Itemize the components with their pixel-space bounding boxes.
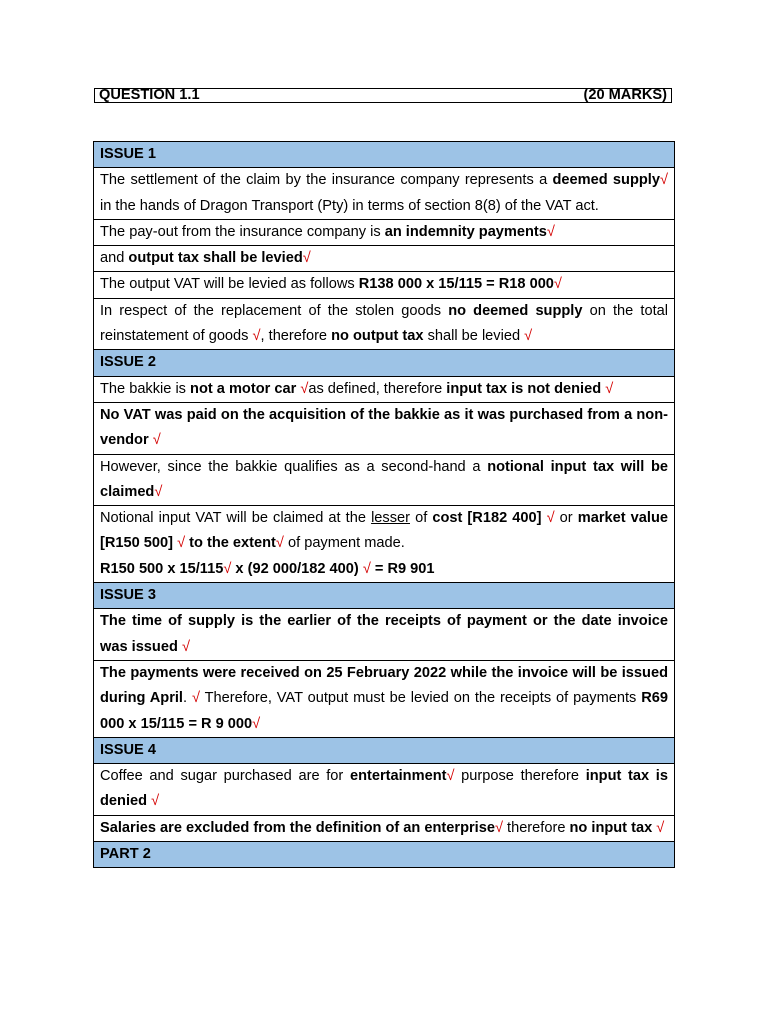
memo-row (94, 454, 675, 506)
memo-text: Therefore, VAT output must be levied on the receipts of payments (199, 690, 642, 707)
memo-row (94, 815, 675, 841)
tick-mark: √ (177, 535, 186, 552)
memo-text: Coffee and sugar purchased are for (100, 768, 350, 785)
memo-cell (94, 272, 675, 298)
tick-mark: √ (152, 432, 161, 449)
issue-row (94, 842, 675, 868)
tick-mark: √ (553, 276, 562, 293)
memo-row (94, 376, 675, 402)
tick-mark: √ (446, 768, 455, 785)
memo-cell (94, 168, 675, 220)
memo-calculation: x (92 000/182 400) (231, 560, 363, 577)
memo-text: In respect of the replacement of the stolen goods (100, 302, 449, 319)
memo-cell (94, 609, 675, 661)
memo-text: on the total reinstatement of goods (100, 302, 668, 345)
memo-key-term: entertainment (349, 768, 447, 785)
issue-row (94, 583, 675, 609)
issue-heading: ISSUE 1 (94, 142, 675, 168)
issue-heading: ISSUE 3 (94, 583, 675, 609)
tick-mark: √ (659, 172, 668, 189)
tick-mark: √ (252, 328, 261, 345)
tick-mark: √ (656, 819, 665, 836)
memo-text: However, since the bakkie qualifies as a second-hand a (100, 458, 488, 475)
memo-key-term: R138 000 x 15/115 = R18 000 (358, 276, 554, 293)
memo-key-term: deemed supply (552, 172, 660, 189)
memo-key-term: an indemnity payments (384, 223, 547, 240)
memo-key-term: no output tax (331, 328, 424, 345)
tick-mark: √ (300, 380, 309, 397)
memo-key-term: no deemed supply (448, 302, 583, 319)
question-header (94, 88, 672, 103)
question-title: QUESTION 1.1 (99, 87, 200, 103)
memo-key-term: notional input tax will be claimed (100, 458, 668, 500)
memo-key-term: not a motor car (190, 380, 301, 397)
tick-mark: √ (362, 560, 371, 577)
issue-heading: ISSUE 4 (94, 737, 675, 763)
tick-mark: √ (151, 793, 160, 810)
memo-row (94, 298, 675, 350)
memo-text: therefore (502, 819, 570, 836)
memo-text: and (100, 250, 129, 267)
memo-cell (94, 402, 675, 454)
tick-mark: √ (181, 638, 190, 655)
question-marks: (20 MARKS) (583, 87, 667, 103)
memo-cell (94, 246, 675, 272)
issue-row (94, 142, 675, 168)
memo-calculation: R150 500 x 15/115 (100, 560, 224, 577)
memo-text: The output VAT will be levied as follows (100, 276, 359, 293)
tick-mark: √ (154, 483, 163, 500)
memo-row (94, 764, 675, 816)
memo-row (94, 272, 675, 298)
memo-text: of (410, 510, 433, 527)
memo-calculation: = R9 901 (370, 560, 435, 577)
memo-row (94, 168, 675, 220)
memo-text: The settlement of the claim by the insurance company represents a (100, 172, 553, 189)
memo-key-term: The payments were received on 25 February 2022 while the invoice will be issued during April (100, 664, 668, 707)
memo-row (94, 660, 675, 737)
memo-cell (94, 506, 675, 583)
issue-row (94, 737, 675, 763)
memo-key-term: output tax shall be levied (128, 250, 303, 267)
memo-text: The pay-out from the insurance company is (100, 223, 385, 240)
tick-mark: √ (223, 560, 232, 577)
memo-text: Notional input VAT will be claimed at the (100, 510, 372, 527)
tick-mark: √ (605, 380, 614, 397)
tick-mark: √ (524, 328, 533, 345)
issue-heading: ISSUE 2 (94, 350, 675, 376)
memo-key-term: Salaries are excluded from the definition of an enterprise (100, 819, 495, 836)
memo-row (94, 609, 675, 661)
tick-mark: √ (546, 510, 555, 527)
tick-mark: √ (252, 715, 261, 732)
tick-mark: √ (302, 250, 311, 267)
memo-key-term: market value [R150 500] (100, 510, 668, 552)
memo-key-term: No VAT was paid on the acquisition of the bakkie as it was purchased from a non-vendor (100, 406, 668, 449)
memo-key-term: The time of supply is the earlier of the receipts of payment or the date invoice was issued (100, 613, 668, 655)
tick-mark: √ (494, 819, 503, 836)
memo-row (94, 246, 675, 272)
memo-text: as defined, therefore (308, 380, 447, 397)
memo-cell (94, 219, 675, 245)
memo-cell (94, 764, 675, 816)
memo-calculation: R69 000 x 15/115 = R 9 000 (100, 690, 669, 732)
memo-row (94, 219, 675, 245)
memo-key-term: input tax is denied (100, 768, 668, 810)
memo-text: . (182, 690, 192, 707)
memo-cell (94, 376, 675, 402)
memo-text: or (554, 510, 578, 527)
memo-cell (94, 454, 675, 506)
memo-table (93, 141, 675, 868)
memo-key-term: input tax is not denied (446, 380, 606, 397)
memo-text: , therefore (260, 328, 332, 345)
tick-mark: √ (191, 690, 200, 707)
memo-row (94, 402, 675, 454)
issue-row (94, 350, 675, 376)
memo-cell (94, 815, 675, 841)
memo-cell (94, 660, 675, 737)
tick-mark: √ (275, 535, 284, 552)
memo-key-term: to the extent (185, 535, 276, 552)
memo-key-term: no input tax (569, 819, 657, 836)
memo-text: in the hands of Dragon Transport (Pty) in terms of section 8(8) of the VAT act. (100, 197, 599, 214)
memo-text: The bakkie is (100, 380, 191, 397)
memo-row (94, 506, 675, 583)
memo-underlined-term: lesser (371, 510, 410, 527)
issue-heading: PART 2 (94, 842, 675, 868)
memo-text: of payment made. (283, 535, 405, 552)
memo-key-term: cost [R182 400] (432, 510, 547, 527)
tick-mark: √ (546, 223, 555, 240)
memo-text: shall be levied (423, 328, 525, 345)
memo-cell (94, 298, 675, 350)
memo-text: purpose therefore (454, 768, 586, 785)
